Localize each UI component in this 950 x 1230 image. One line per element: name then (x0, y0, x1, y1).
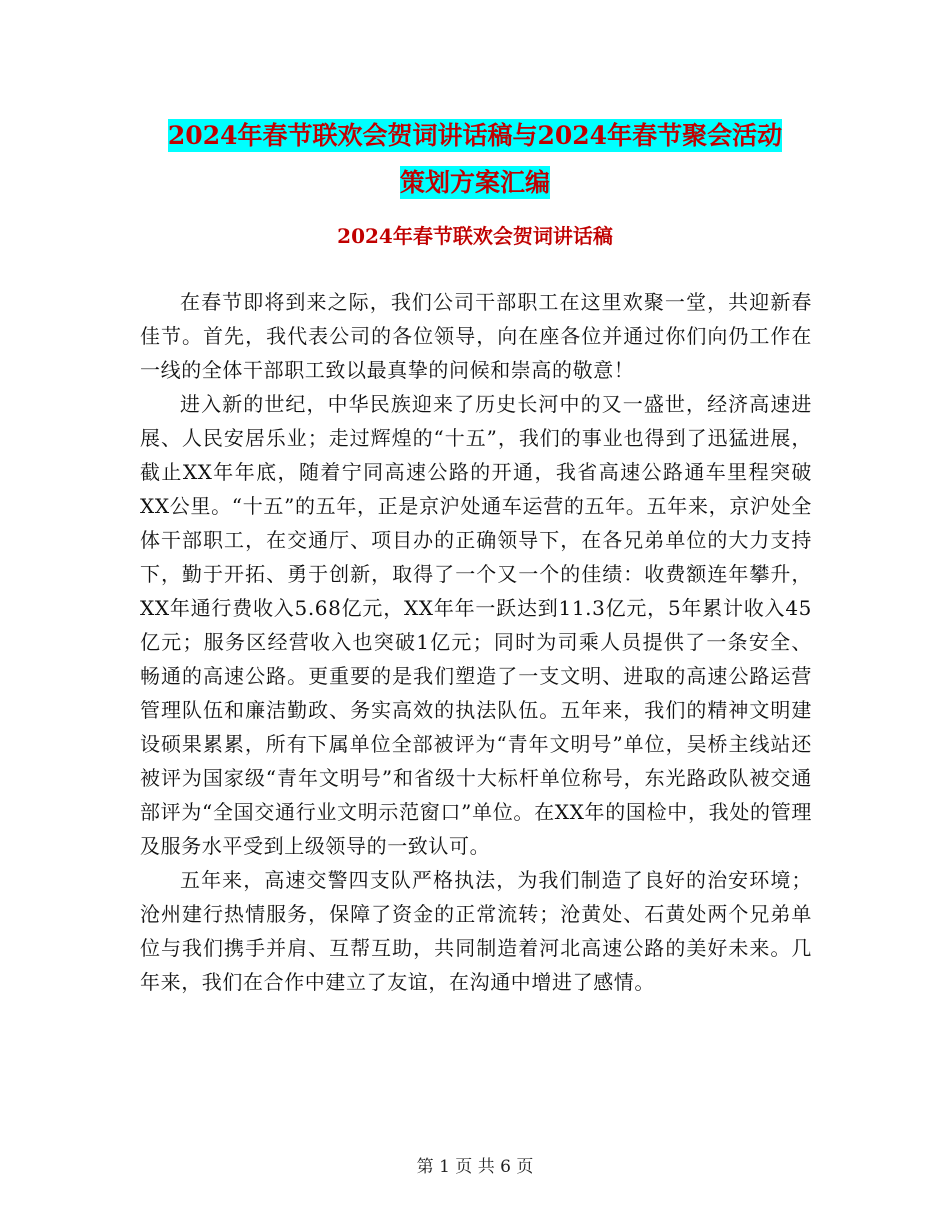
document-body (140, 285, 812, 999)
paragraph-3: 五年来，高速交警四支队严格执法，为我们制造了良好的治安环境；沧州建行热情服务，保障了资金的正常流转；沧黄处、石黄处两个兄弟单位与我们携手并肩、互帮互助，共同制造着河北高速公路的美好未来。几年来，我们在合作中建立了友谊，在沟通中增进了感情。 (140, 868, 812, 994)
document-title (0, 112, 950, 206)
title-line-1: 2024年春节联欢会贺词讲话稿与2024年春节聚会活动 (167, 121, 783, 150)
paragraph-2: 进入新的世纪，中华民族迎来了历史长河中的又一盛世，经济高速进展、人民安居乐业；走过辉煌的“十五”，我们的事业也得到了迅猛进展，截止XX年年底，随着宁同高速公路的开通，我省高速公路通车里程突破XX公里。“十五”的五年，正是京沪处通车运营的五年。五年来，京沪处全体干部职工，在交通厅、项目办的正确领导下，在各兄弟单位的大力支持下，勤于开拓、勇于创新，取得了一个又一个的佳绩：收费额连年攀升，XX年通行费收入5.68亿元，XX年年一跃达到11.3亿元，5年累计收入45亿元；服务区经营收入也突破1亿元；同时为司乘人员提供了一条安全、畅通的高速公路。更重要的是我们塑造了一支文明、进取的高速公路运营管理队伍和廉洁勤政、务实高效的执法队伍。五年来，我们的精神文明建设硕果累累，所有下属单位全部被评为“青年文明号”单位，吴桥主线站还被评为国家级“青年文明号”和省级十大标杆单位称号，东光路政队被交通部评为“全国交通行业文明示范窗口”单位。在XX年的国检中，我处的管理及服务水平受到上级领导的一致认可。 (140, 392, 812, 858)
title-line-2: 策划方案汇编 (399, 168, 550, 197)
section-title: 2024年春节联欢会贺词讲话稿 (337, 224, 613, 248)
paragraph-1: 在春节即将到来之际，我们公司干部职工在这里欢聚一堂，共迎新春佳节。首先，我代表公司的各位领导，向在座各位并通过你们向仍工作在一线的全体干部职工致以最真挚的问候和崇高的敬意！ (140, 290, 812, 382)
page-footer: 第 1 页 共 6 页 (416, 1157, 534, 1177)
